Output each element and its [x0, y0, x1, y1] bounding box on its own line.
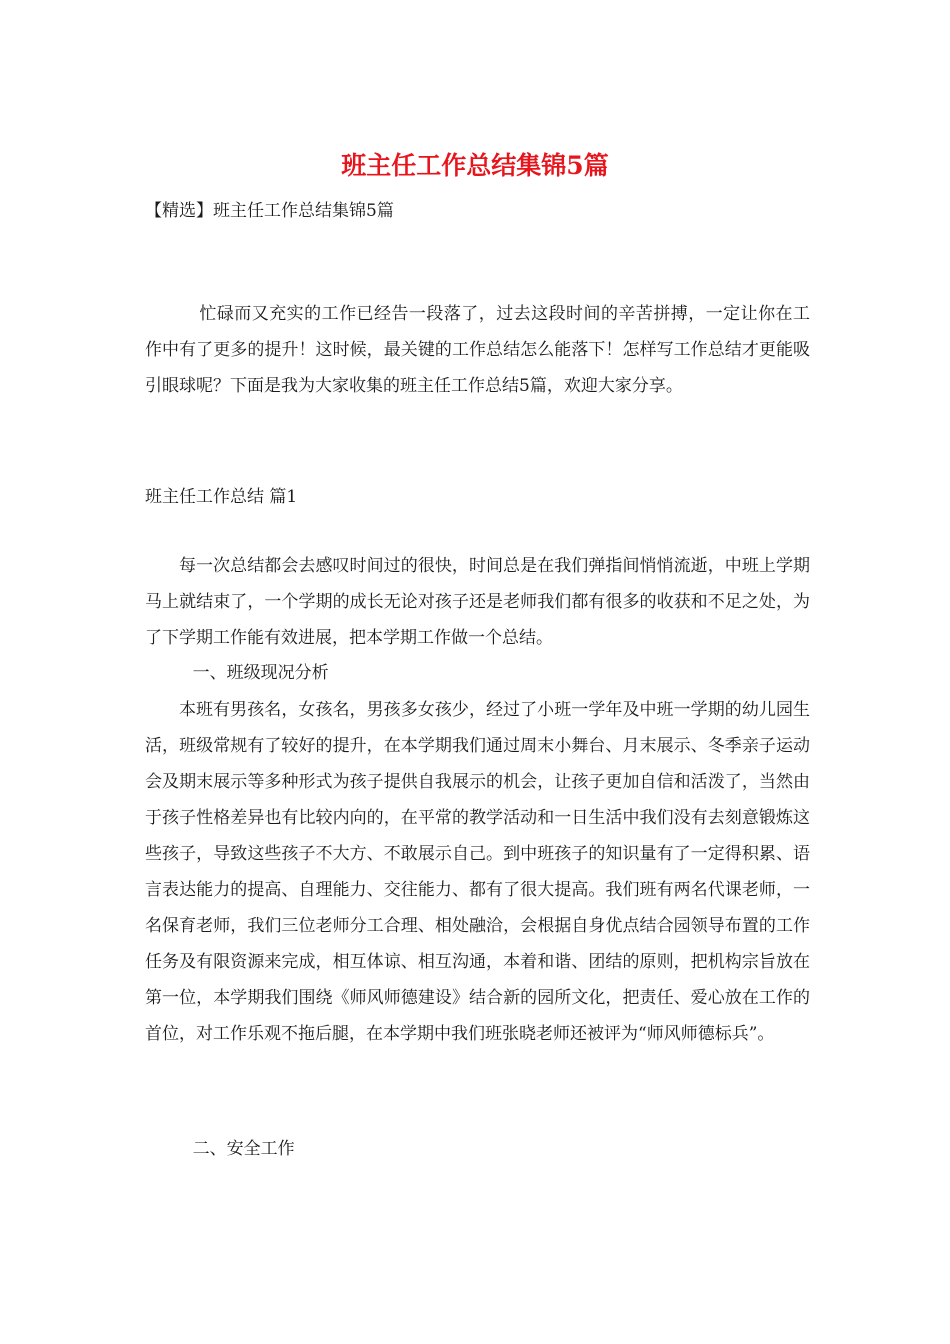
document-subtitle: 【精选】班主任工作总结集锦5篇 [145, 201, 394, 221]
section-1-paragraph-1: 每一次总结都会去感叹时间过的很快，时间总是在我们弹指间悄悄流逝，中班上学期马上就结束了，一个学期的成长无论对孩子还是老师我们都有很多的收获和不足之处，为了下学期工作能有效进展，把本学期工作做一个总结。 [145, 556, 810, 648]
document-title: 班主任工作总结集锦5篇 [341, 151, 609, 180]
subheading-class-analysis: 一、班级现况分析 [192, 663, 329, 683]
section-1-heading: 班主任工作总结 篇1 [145, 487, 298, 507]
intro-paragraph: 忙碌而又充实的工作已经告一段落了，过去这段时间的辛苦拼搏，一定让你在工作中有了更多的提升！这时候，最关键的工作总结怎么能落下！怎样写工作总结才更能吸引眼球呢？下面是我为大家收集的班主任工作总结5篇，欢迎大家分享。 [145, 304, 810, 396]
section-1-paragraph-2: 本班有男孩名，女孩名，男孩多女孩少，经过了小班一学年及中班一学期的幼儿园生活，班级常规有了较好的提升，在本学期我们通过周末小舞台、月末展示、冬季亲子运动会及期末展示等多种形式为孩子提供自我展示的机会，让孩子更加自信和活泼了，当然由于孩子性格差异也有比较内向的，在平常的教学活动和一日生活中我们没有去刻意锻炼这些孩子，导致这些孩子不大方、不敢展示自己。到中班孩子的知识量有了一定得积累、语言表达能力的提高、自理能力、交往能力、都有了很大提高。我们班有两名代课老师，一名保育老师，我们三位老师分工合理、相处融洽，会根据自身优点结合园领导布置的工作任务及有限资源来完成，相互体谅、相互沟通，本着和谐、团结的原则，把机构宗旨放在第一位，本学期我们围绕《师风师德建设》结合新的园所文化，把责任、爱心放在工作的首位，对工作乐观不拖后腿，在本学期中我们班张晓老师还被评为“师风师德标兵”。 [145, 700, 810, 1044]
subheading-safety-work: 二、安全工作 [192, 1139, 295, 1159]
